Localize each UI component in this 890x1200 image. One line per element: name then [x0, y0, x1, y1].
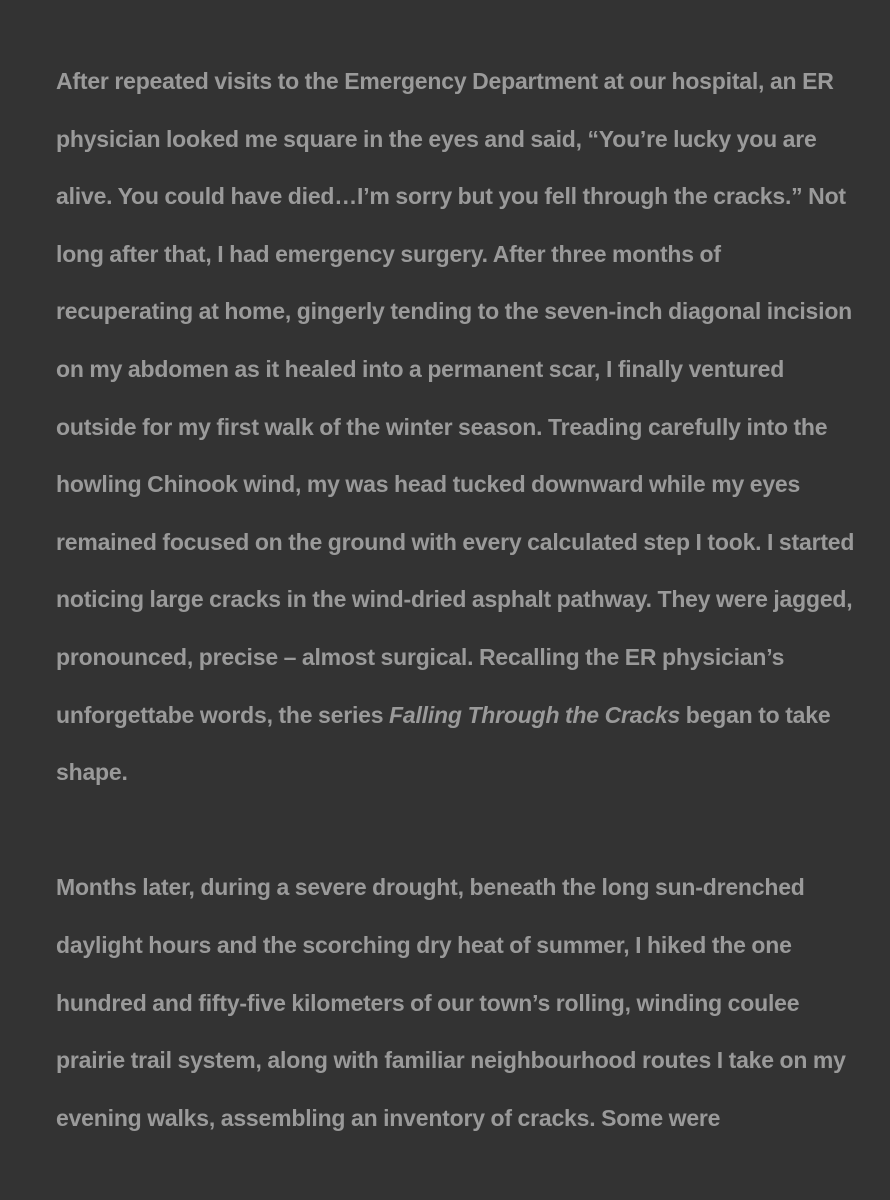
paragraph-1 [56, 53, 860, 802]
paragraph-1-text: After repeated visits to the Emergency Department at our hospital, an ER physician looked me square in the eyes and said, “You’re lucky you are alive. You could have died…I’m sorry but you fell through the cracks.” Not long after that, I had emergency surgery. After three months of recuperating at home, gingerly tending to the seven-inch diagonal incision on my abdomen as it healed into a permanent scar, I finally ventured outside for my first walk of the winter season. Treading carefully into the howling Chinook wind, my was head tucked downward while my eyes remained focused on the ground with every calculated step I took. I started noticing large cracks in the wind-dried asphalt pathway. They were jagged, pronounced, precise – almost surgical. Recalling the ER physician’s unforgettabe words, the series [56, 68, 855, 728]
paragraph-2: Months later, during a severe drought, beneath the long sun-drenched daylight hours and the scorching dry heat of summer, I hiked the one hundred and fifty-five kilometers of our town’s rolling, winding coulee prairie trail system, along with familiar neighbourhood routes I take on my evening walks, assembling an inventory of cracks. Some were [56, 874, 846, 1131]
series-title: Falling Through the Cracks [389, 701, 681, 728]
paragraph-1-ending: began to take shape. [56, 701, 831, 786]
